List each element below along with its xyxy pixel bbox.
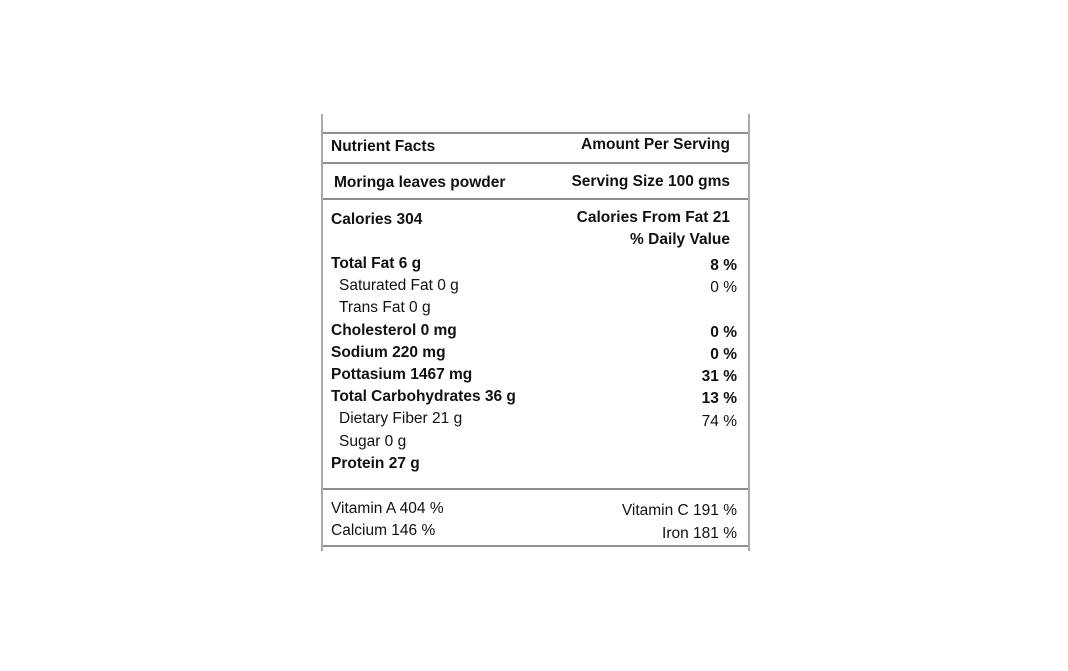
nutrient-daily-value: 0 % [710,324,737,341]
calories-from-fat: Calories From Fat 21 [576,209,730,226]
daily-value-header: % Daily Value [630,231,730,248]
nutrient-daily-value: 74 % [701,413,737,430]
iron: Iron 181 % [662,525,737,542]
nutrient-label: Sodium 220 mg [331,344,446,361]
nutrient-daily-value: 0 % [710,346,737,363]
nutrient-label: Total Carbohydrates 36 g [331,388,516,405]
nutrient-label: Saturated Fat 0 g [339,277,459,294]
nutrient-daily-value: 13 % [701,390,737,407]
nutrient-label: Cholesterol 0 mg [331,322,457,339]
divider-header [323,162,748,164]
nutrient-label: Trans Fat 0 g [339,299,431,316]
divider-vitamins [323,488,748,490]
serving-size: Serving Size 100 gms [571,173,730,190]
divider-product [323,198,748,200]
divider-bottom [323,545,748,547]
nutrient-daily-value: 8 % [710,257,737,274]
nutrient-label: Pottasium 1467 mg [331,366,473,383]
amount-per-serving-label: Amount Per Serving [581,136,730,153]
calories-value: Calories 304 [331,211,423,228]
label-title: Nutrient Facts [331,138,436,155]
vitamin-c: Vitamin C 191 % [621,502,737,519]
nutrient-label: Total Fat 6 g [331,255,422,272]
nutrient-label: Sugar 0 g [339,433,407,450]
nutrient-label: Protein 27 g [331,455,420,472]
nutrient-label: Dietary Fiber 21 g [339,410,463,427]
product-name: Moringa leaves powder [334,174,506,191]
nutrient-daily-value: 31 % [701,368,737,385]
nutrition-facts-label [321,114,750,551]
nutrient-daily-value: 0 % [710,279,737,296]
calcium: Calcium 146 % [331,522,436,539]
divider-top [323,132,748,134]
vitamin-a: Vitamin A 404 % [331,500,444,517]
